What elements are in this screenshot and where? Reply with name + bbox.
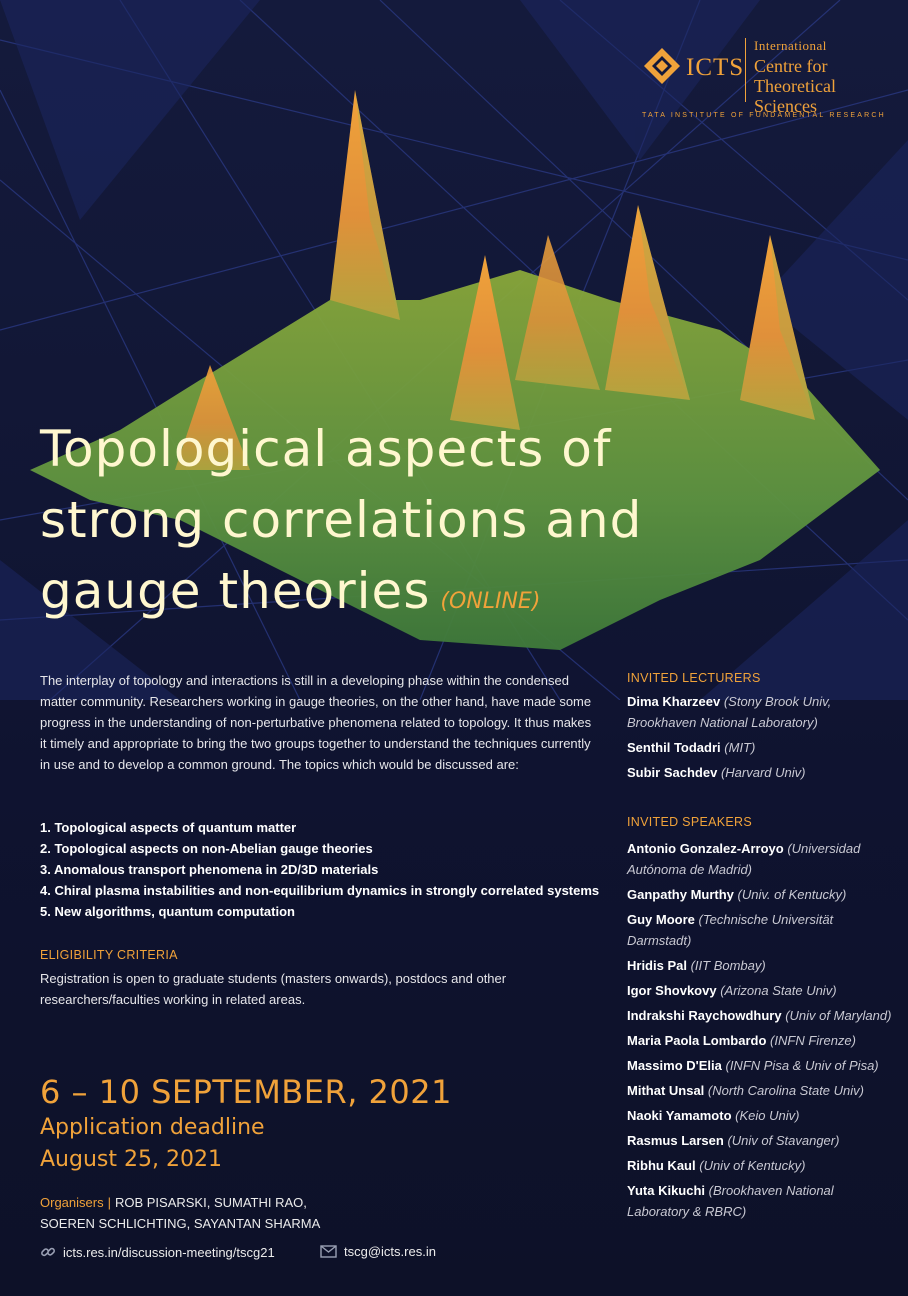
logo-divider [745,38,746,102]
person-affiliation: (MIT) [724,740,756,755]
speaker-item [627,1155,897,1176]
speaker-item [627,1180,897,1222]
logo-line-4: Sciences [754,96,817,116]
person-affiliation: (Keio Univ) [735,1108,800,1123]
person-name: Ganpathy Murthy [627,887,734,902]
eligibility-text: Registration is open to graduate students (masters onwards), postdocs and other researchers/faculties working in related areas. [40,971,507,1007]
lecturer-item [627,691,897,733]
person-affiliation: (Univ. of Kentucky) [737,887,847,902]
organisers-label: Organisers [40,1195,104,1210]
lecturer-item [627,762,897,783]
speaker-item [627,1055,897,1076]
person-affiliation: (Brookhaven National Laboratory & RBRC) [627,1183,834,1219]
icts-logo [642,36,892,126]
person-affiliation: (Univ of Kentucky) [699,1158,806,1173]
speaker-item [627,1030,897,1051]
lecturer-item [627,737,897,758]
person-affiliation: (Technische Universität Darmstadt) [627,912,834,948]
topic-item: 4. Chiral plasma instabilities and non-equilibrium dynamics in strongly correlated systems [40,883,600,898]
deadline-label: Application deadline [40,1115,265,1140]
link-icon [40,1244,56,1260]
organisers [40,1192,360,1234]
person-name: Subir Sachdev [627,765,718,780]
person-name: Massimo D'Elia [627,1058,722,1073]
speaker-item [627,909,897,951]
title-line-1: Topological aspects of [40,420,612,478]
title-line-3: gauge theories [40,562,431,620]
person-affiliation: (Univ of Stavanger) [727,1133,840,1148]
person-affiliation: (INFN Firenze) [770,1033,856,1048]
intro-paragraph: The interplay of topology and interactions is still in a developing phase within the condensed matter community. Researchers working in gauge theories, on the other hand, have made some progress in the understanding of non-perturbative phenomena related to topology. It thus makes it timely and appropriate to bring the two groups together to understand the techniques currently in use and to develop a common ground. The topics which would be discussed are: [40,673,592,772]
person-name: Guy Moore [627,912,695,927]
topic-item: 5. New algorithms, quantum computation [40,904,295,919]
person-name: Dima Kharzeev [627,694,721,709]
person-name: Igor Shovkovy [627,983,717,998]
person-name: Indrakshi Raychowdhury [627,1008,782,1023]
logo-subtitle: TATA INSTITUTE OF FUNDAMENTAL RESEARCH [642,112,886,119]
topic-item: 3. Anomalous transport phenomena in 2D/3D materials [40,862,379,877]
person-name: Maria Paola Lombardo [627,1033,767,1048]
person-name: Hridis Pal [627,958,687,973]
person-affiliation: (IIT Bombay) [690,958,766,973]
speaker-item [627,1105,897,1126]
person-affiliation: (Universidad Autónoma de Madrid) [627,841,861,877]
speaker-item [627,838,897,880]
person-name: Antonio Gonzalez-Arroyo [627,841,784,856]
person-name: Yuta Kikuchi [627,1183,706,1198]
person-affiliation: (Arizona State Univ) [720,983,837,998]
topic-item: 1. Topological aspects of quantum matter [40,820,297,835]
person-affiliation: (Stony Brook Univ, Brookhaven National Laboratory) [627,694,832,730]
topics-list [40,817,610,922]
organisers-names: ROB PISARSKI, SUMATHI RAO, SOEREN SCHLICHTING, SAYANTAN SHARMA [40,1195,321,1231]
dates-block [40,1072,452,1176]
speaker-item [627,884,897,905]
email-link[interactable] [320,1244,436,1259]
event-dates: 6 – 10 SEPTEMBER, 2021 [40,1073,452,1111]
speaker-item [627,1130,897,1151]
person-affiliation: (Harvard Univ) [720,765,806,780]
page-title [40,414,642,637]
eligibility-heading: ELIGIBILITY CRITERIA [40,948,178,962]
person-affiliation: (Univ of Maryland) [785,1008,892,1023]
person-name: Senthil Todadri [627,740,721,755]
lecturers-list [627,691,897,787]
person-name: Naoki Yamamoto [627,1108,732,1123]
email-text[interactable]: tscg@icts.res.in [344,1244,436,1259]
speaker-item [627,980,897,1001]
logo-line-2: Centre for [754,56,828,76]
topic-item: 2. Topological aspects on non-Abelian gauge theories [40,841,373,856]
person-name: Mithat Unsal [627,1083,705,1098]
logo-name [754,36,836,116]
lecturers-heading: INVITED LECTURERS [627,671,761,685]
logo-line-1: International [754,38,827,53]
organisers-separator: | [107,1195,111,1210]
person-affiliation: (North Carolina State Univ) [707,1083,864,1098]
deadline-date: August 25, 2021 [40,1147,222,1172]
logo-abbr: ICTS [686,54,745,81]
speakers-heading: INVITED SPEAKERS [627,815,752,829]
online-tag: (ONLINE) [440,589,541,614]
person-name: Ribhu Kaul [627,1158,696,1173]
icts-logo-icon [642,46,682,86]
person-name: Rasmus Larsen [627,1133,724,1148]
speaker-item [627,955,897,976]
mail-icon [320,1245,337,1258]
speakers-list [627,838,897,1226]
website-link[interactable] [40,1244,275,1260]
speaker-item [627,1005,897,1026]
speaker-item [627,1080,897,1101]
title-line-2: strong correlations and [40,491,643,549]
logo-line-3: Theoretical [754,76,836,96]
person-affiliation: (INFN Pisa & Univ of Pisa) [725,1058,879,1073]
website-text[interactable]: icts.res.in/discussion-meeting/tscg21 [63,1244,275,1260]
